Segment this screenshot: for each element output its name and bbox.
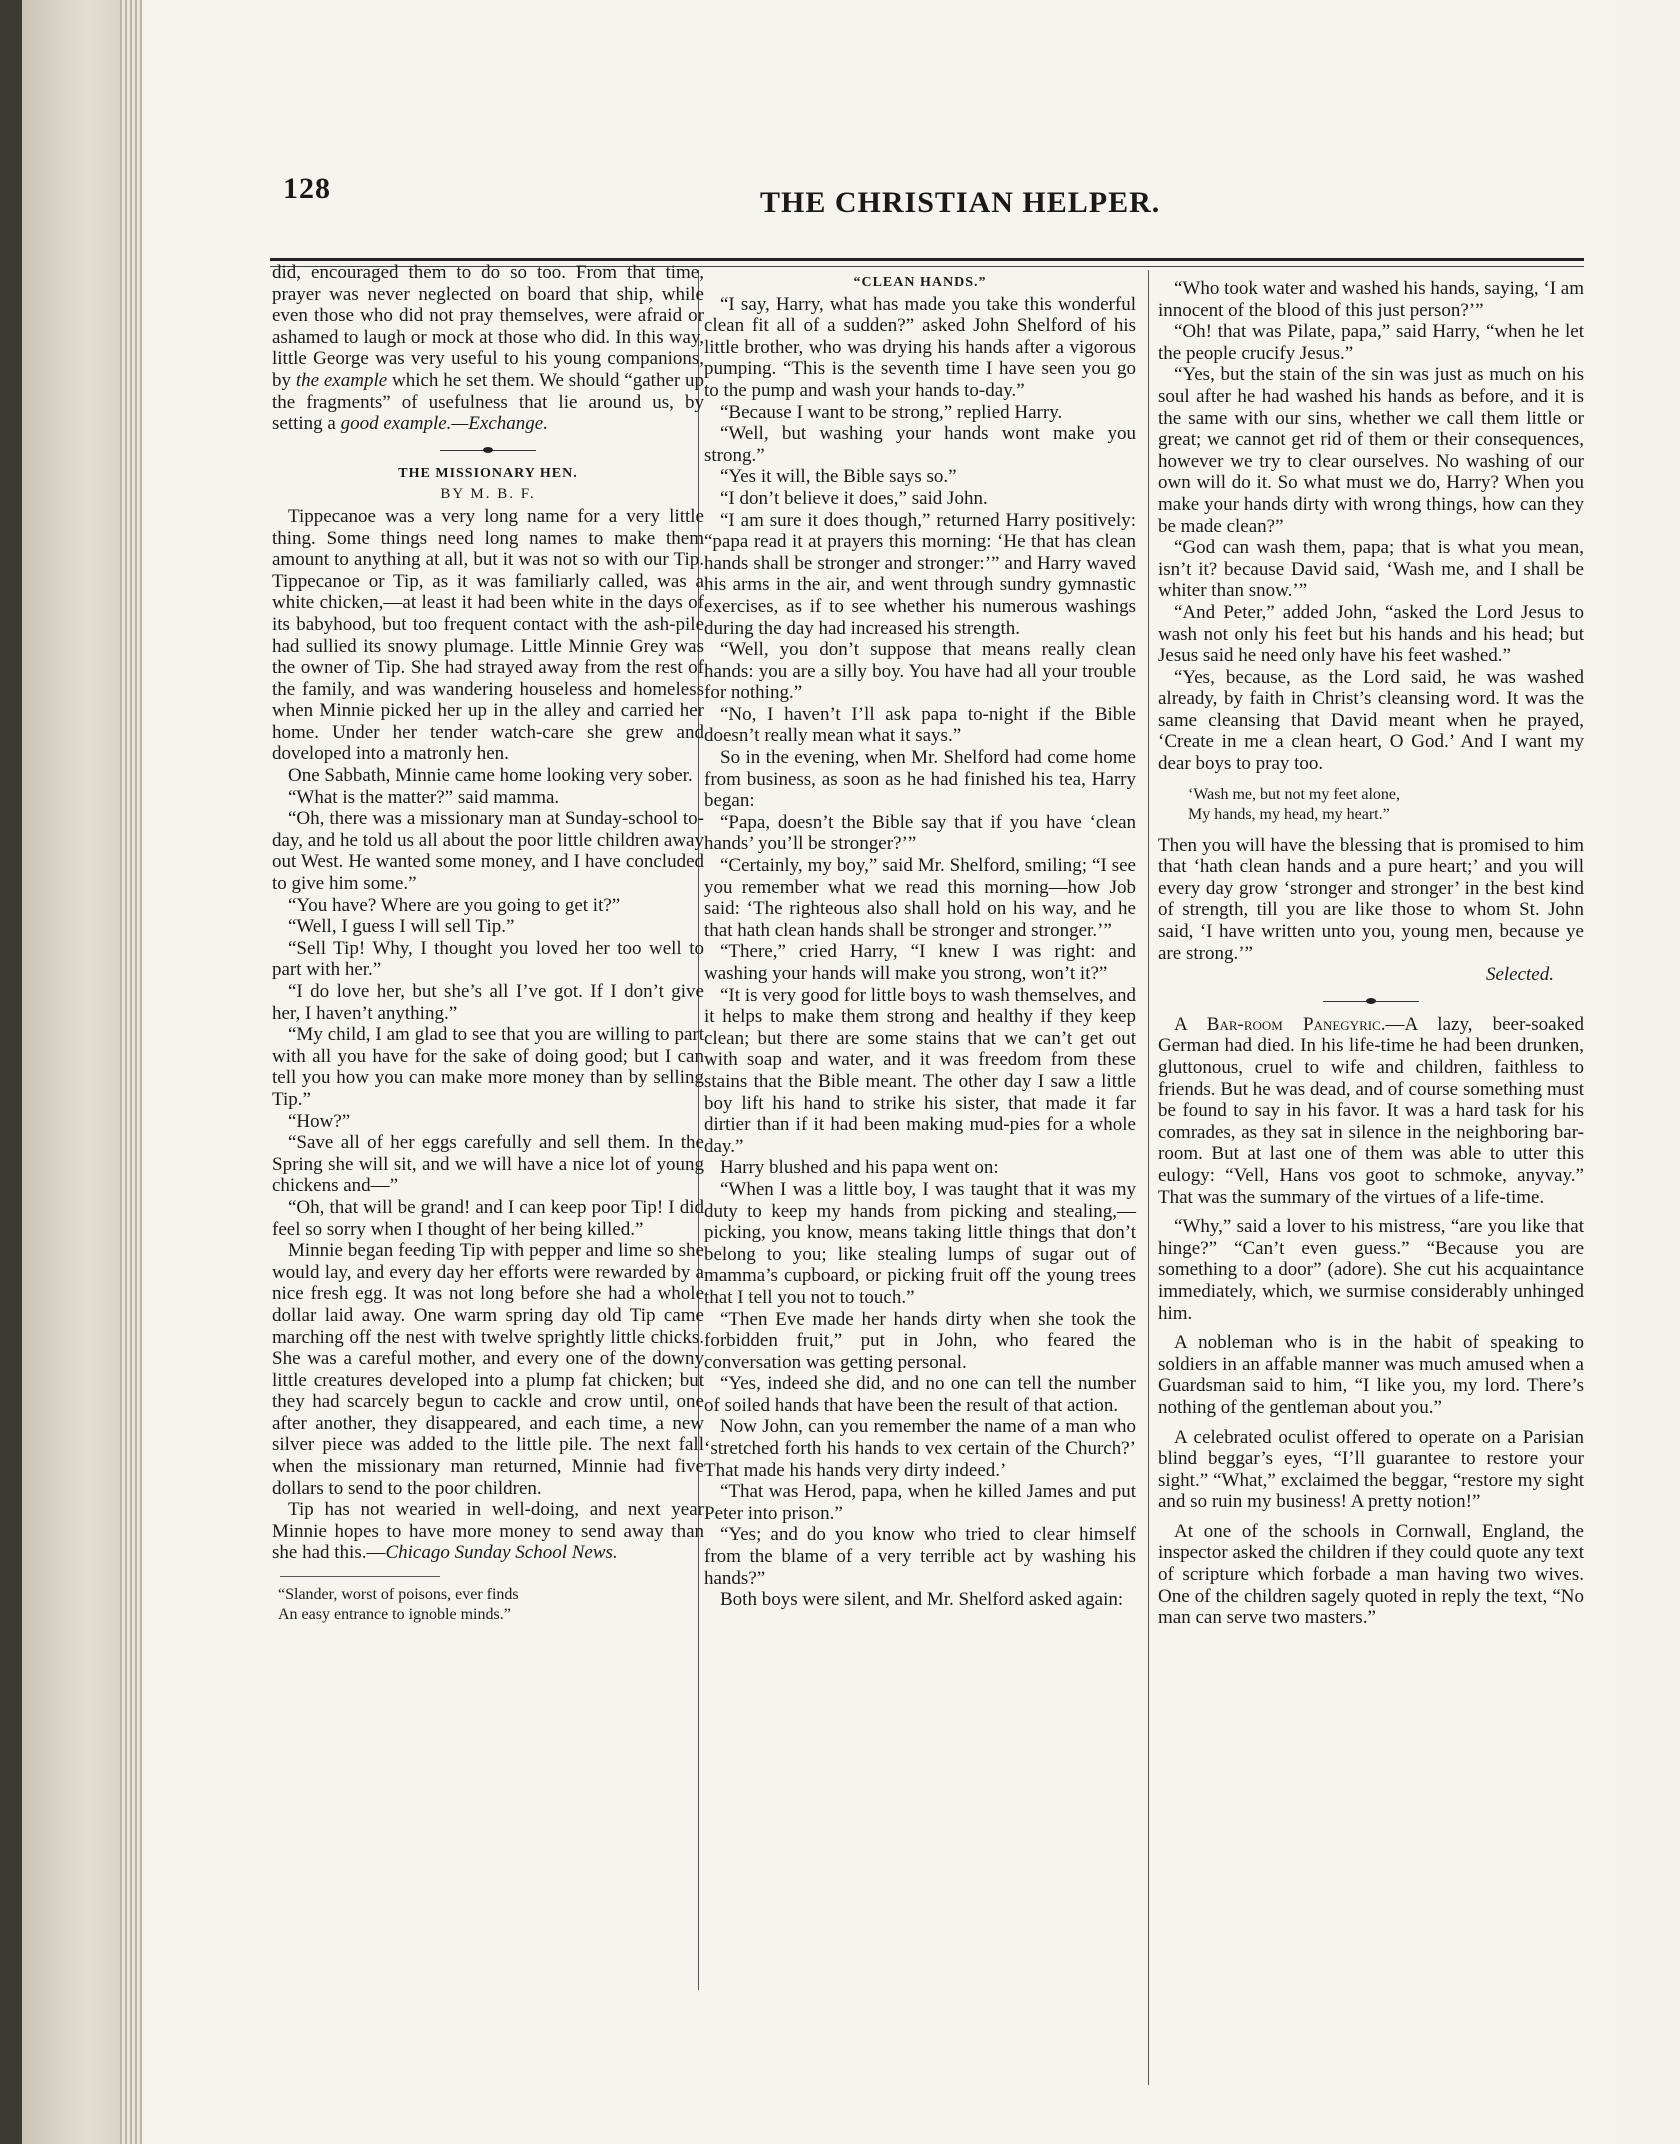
page-stack-edges xyxy=(120,0,142,2144)
scan-margin xyxy=(1616,0,1680,2144)
paragraph: “Papa, doesn’t the Bible say that if you have ‘clean hands’ you’ll be stronger?’” xyxy=(704,811,1136,855)
paragraph: “Yes, but the stain of the sin was just as much on his soul after he had washed his hands as before, and it is the same with our sins, whether we call them little or great; we cannot get rid of them or their consequences, however we try to clear ourselves. No washing of our own will do it. So what must we do, Harry? When you make your hands dirty with wrong things, how can they be made clean?” xyxy=(1158,364,1584,537)
paragraph: “You have? Where are you going to get it?” xyxy=(288,894,621,916)
article-title: THE MISSIONARY HEN. xyxy=(398,465,578,481)
paragraph: Minnie began feeding Tip with pepper and lime so she would lay, and every day her efforts were rewarded by a nice fresh egg. It was not long before she had a whole dollar laid away. One warm spring day old Tip came marching off the nest with twelve sprightly little chicks. She was a careful mother, and every one of the downy little creatures developed into a plump fat chicken; but they had scarcely begun to cackle and crow until, one after another, they disappeared, and each time, a new silver piece was added to the little pile. The next fall when the missionary man returned, Minnie had five dollars to send to the poor children. xyxy=(272,1240,704,1499)
running-head: THE CHRISTIAN HELPER. xyxy=(760,186,1161,219)
column-divider-2 xyxy=(1148,270,1149,2085)
book-spine-shadow xyxy=(0,0,22,2144)
paragraph: Tippecanoe was a very long name for a very little thing. Some things need long names to make them amount to anything at all, but it was not so with our Tip. Tippecanoe or Tip, as it was familiarly called, was a white chicken,—at least it had been white in the days of its babyhood, but too frequent contact with the ash-pile had sullied its snowy plumage. Little Minnie Grey was the owner of Tip. She had strayed away from the rest of the family, and was wandering houseless and homeless when Minnie picked her up in the alley and carried her home. Under her tender watch-care she grew and doveloped into a matronly hen. xyxy=(272,505,704,765)
closing-paragraph xyxy=(272,1499,704,1564)
paragraph: “Because I want to be strong,” replied Harry. xyxy=(720,401,1063,423)
couplet xyxy=(278,1585,704,1625)
column-3 xyxy=(1158,262,1584,1629)
paragraph: “What is the matter?” said mamma. xyxy=(288,786,560,808)
paragraph: “Well, you don’t suppose that means really clean hands: you are a silly boy. You have had all your trouble for nothing.” xyxy=(704,639,1136,704)
couplet-line: An easy entrance to ignoble minds.” xyxy=(278,1606,511,1624)
source-credit: Chicago Sunday School News. xyxy=(385,1542,618,1564)
paragraph: “God can wash them, papa; that is what you mean, isn’t it? because David said, ‘Wash me, and I shall be whiter than snow.’” xyxy=(1158,537,1584,602)
paragraph: Now John, can you remember the name of a man who ‘stretched forth his hands to vex certain of the Church?’ That made his hands very dirty indeed.’ xyxy=(704,1416,1136,1481)
article-title: “CLEAN HANDS.” xyxy=(853,275,987,290)
paragraph: “No, I haven’t I’ll ask papa to-night if the Bible doesn’t really mean what it says.” xyxy=(704,703,1136,747)
paragraph: “Why,” said a lover to his mistress, “are you like that hinge?” “Can’t even guess.” “Because you are something to a door” (adore). She cut his acquaintance immediately, which, we surmise considerably unhinged him. xyxy=(1158,1216,1584,1324)
paragraph: So in the evening, when Mr. Shelford had come home from business, as soon as he had finished his tea, Harry began: xyxy=(704,747,1136,812)
paragraph: “Yes; and do you know who tried to clear himself from the blame of a very terrible act by washing his hands?” xyxy=(704,1524,1136,1589)
anecdote-barroom xyxy=(1158,1014,1584,1208)
paragraph: “I say, Harry, what has made you take this wonderful clean fit all of a sudden?” asked John Shelford of his little brother, who was drying his hands after a vigorous pumping. “This is the seventh time I have seen you go to the pump and wash your hands to-day.” xyxy=(704,293,1136,401)
paragraph: “Well, I guess I will sell Tip.” xyxy=(288,916,515,938)
short-rule xyxy=(280,1576,440,1577)
paragraph: “And Peter,” added John, “asked the Lord Jesus to wash not only his feet but his hands and his head; but Jesus said he need only have his feet washed.” xyxy=(1158,601,1584,667)
article-byline: BY M. B. F. xyxy=(440,486,536,503)
couplet-line: “Slander, worst of poisons, ever finds xyxy=(278,1586,519,1604)
paragraph: “I do love her, but she’s all I’ve got. If I don’t give her, I haven’t anything.” xyxy=(272,981,704,1024)
header-rule-thick xyxy=(270,258,1584,261)
verse-line: My hands, my head, my heart.” xyxy=(1188,805,1390,823)
paragraph: “There,” cried Harry, “I knew I was right: and washing your hands will make you strong, won’t it?” xyxy=(704,941,1136,984)
paragraph: “Yes, indeed she did, and no one can tell the number of soiled hands that have been the result of that action. xyxy=(704,1373,1136,1416)
column-2 xyxy=(704,262,1136,1611)
paragraph: One Sabbath, Minnie came home looking very sober. xyxy=(288,765,693,787)
paragraph: “My child, I am glad to see that you are willing to part with all you have for the sake of doing good; but I can tell you how you can make more money than by selling Tip.” xyxy=(272,1024,704,1110)
prior-article-ending xyxy=(272,262,704,435)
paragraph: A celebrated oculist offered to operate on a Parisian blind beggar’s eyes, “I’ll guarantee to restore your sight.” “What,” exclaimed the beggar, “restore my sight and so ruin my business! A pretty notion!” xyxy=(1158,1426,1584,1513)
page-number: 128 xyxy=(283,172,331,205)
facing-page-edge xyxy=(22,0,132,2144)
paragraph: “Yes it will, the Bible says so.” xyxy=(720,466,957,488)
prior-article-text-cont: which he set them. We should “gather up the fragments” of usefulness that lie around us, by setting a xyxy=(272,369,705,435)
section-ornament xyxy=(1158,996,1584,1006)
paragraph: “Well, but washing your hands wont make you strong.” xyxy=(704,423,1136,466)
verse-line: ‘Wash me, but not my feet alone, xyxy=(1188,785,1400,803)
anecdote-title: A Bar-room Panegyric. xyxy=(1174,1013,1386,1035)
signature: Selected. xyxy=(1485,964,1554,986)
paragraph: “Yes, because, as the Lord said, he was washed already, by faith in Christ’s cleansing word. It was the same cleansing that David meant when he prayed, ‘Create in me a clean heart, O God.’ And I want my dear boys to pray too. xyxy=(1158,666,1584,775)
paragraph: “Oh, there was a missionary man at Sunday-school to-day, and he told us all about the poor little children away out West. He wanted some money, and I have concluded to give him some.” xyxy=(272,808,704,895)
paragraph: “Who took water and washed his hands, saying, ‘I am innocent of the blood of this just person?’” xyxy=(1158,278,1584,321)
paragraph: “How?” xyxy=(288,1110,351,1132)
paragraph: “Certainly, my boy,” said Mr. Shelford, smiling; “I see you remember what we read this morning—how Job said: ‘The righteous also shall hold on his way, and he that hath clean hands shall be stronger and stronger.’” xyxy=(704,855,1136,941)
paragraph: Harry blushed and his papa went on: xyxy=(720,1157,999,1179)
paragraph: “Oh! that was Pilate, papa,” said Harry, “when he let the people crucify Jesus.” xyxy=(1158,321,1584,364)
closing-text: Tip has not wearied in well-doing, and next year Minnie hopes to have more money to send away than she had this.— xyxy=(272,1499,704,1564)
paragraph: “Sell Tip! Why, I thought you loved her too well to part with her.” xyxy=(272,937,704,981)
paragraph: Both boys were silent, and Mr. Shelford asked again: xyxy=(720,1589,1124,1611)
section-ornament xyxy=(272,445,704,455)
anecdote-text: —A lazy, beer-soaked German had died. In his life-time he had been drunken, gluttonous, cruel to wife and children, faithless to friends. But he was dead, and of course something must be found to say in his favor. It was a hard task for his comrades, as they sat in silence in the neighboring bar-room. But at last one of them was able to utter this eulogy: “Vell, Hans vos goot to schmoke, anyvay.” That was the summary of the virtues of a life-time. xyxy=(1158,1013,1584,1208)
paragraph: “I am sure it does though,” returned Harry positively: “papa read it at prayers this morning: ‘He that has clean hands shall be stronger and stronger:’” and Harry waved his arms in the air, and went through sundry gymnastic exercises, as if to see whether his numerous washings during the day had increased his strength. xyxy=(704,509,1136,639)
paragraph: A nobleman who is in the habit of speaking to soldiers in an affable manner was much amused when a Guardsman said to him, “I like you, my lord. There’s nothing of the gentleman about you.” xyxy=(1158,1332,1584,1418)
paragraph: “I don’t believe it does,” said John. xyxy=(720,487,988,509)
source-credit: good example.—Exchange. xyxy=(340,413,548,435)
column-1 xyxy=(272,262,704,1625)
paragraph: “Save all of her eggs carefully and sell them. In the Spring she will sit, and we will have a nice lot of young chickens and—” xyxy=(272,1132,704,1197)
prior-article-text: did, encouraged them to do so too. From that time, prayer was never neglected on board that ship, while even those who did not pray themselves, were afraid or ashamed to laugh or mock at those who did. In this way, little George was very useful to his young companions, by xyxy=(272,262,704,391)
paragraph: At one of the schools in Cornwall, England, the inspector asked the children if they could quote any text of scripture which forbade a man having two wives. One of the children sagely quoted in reply the text, “No man can serve two masters.” xyxy=(1158,1520,1584,1629)
paragraph: “When I was a little boy, I was taught that it was my duty to keep my hands from picking and stealing,—picking, you know, means taking little things that don’t belong to you; like stealing lumps of sugar out of mamma’s cupboard, or picking fruit off the young trees that I tell you not to touch.” xyxy=(704,1178,1136,1308)
paragraph: “It is very good for little boys to wash themselves, and it helps to make them strong and healthy if they keep clean; but there are some stains that we can’t get out with soap and water, and it was freedom from these stains that the Bible meant. The other day I saw a little boy lift his hand to strike his sister, that made it far dirtier than if it had been making mud-pies for a whole day.” xyxy=(704,984,1136,1157)
emphasis-text: the example xyxy=(295,369,388,391)
paragraph: “Then Eve made her hands dirty when she took the forbidden fruit,” put in John, who feared the conversation was getting personal. xyxy=(704,1308,1136,1373)
paragraph: “That was Herod, papa, when he killed James and put Peter into prison.” xyxy=(704,1481,1136,1524)
paragraph: Then you will have the blessing that is promised to him that ‘hath clean hands and a pure heart;’ and you will every day grow ‘stronger and stronger’ in the best kind of strength, till you are like those to whom St. John said, ‘I have written unto you, young men, because ye are strong.’” xyxy=(1158,834,1584,964)
paragraph: “Oh, that will be grand! and I can keep poor Tip! I did feel so sorry when I thought of her being killed.” xyxy=(272,1196,704,1240)
quoted-verse xyxy=(1188,785,1584,825)
